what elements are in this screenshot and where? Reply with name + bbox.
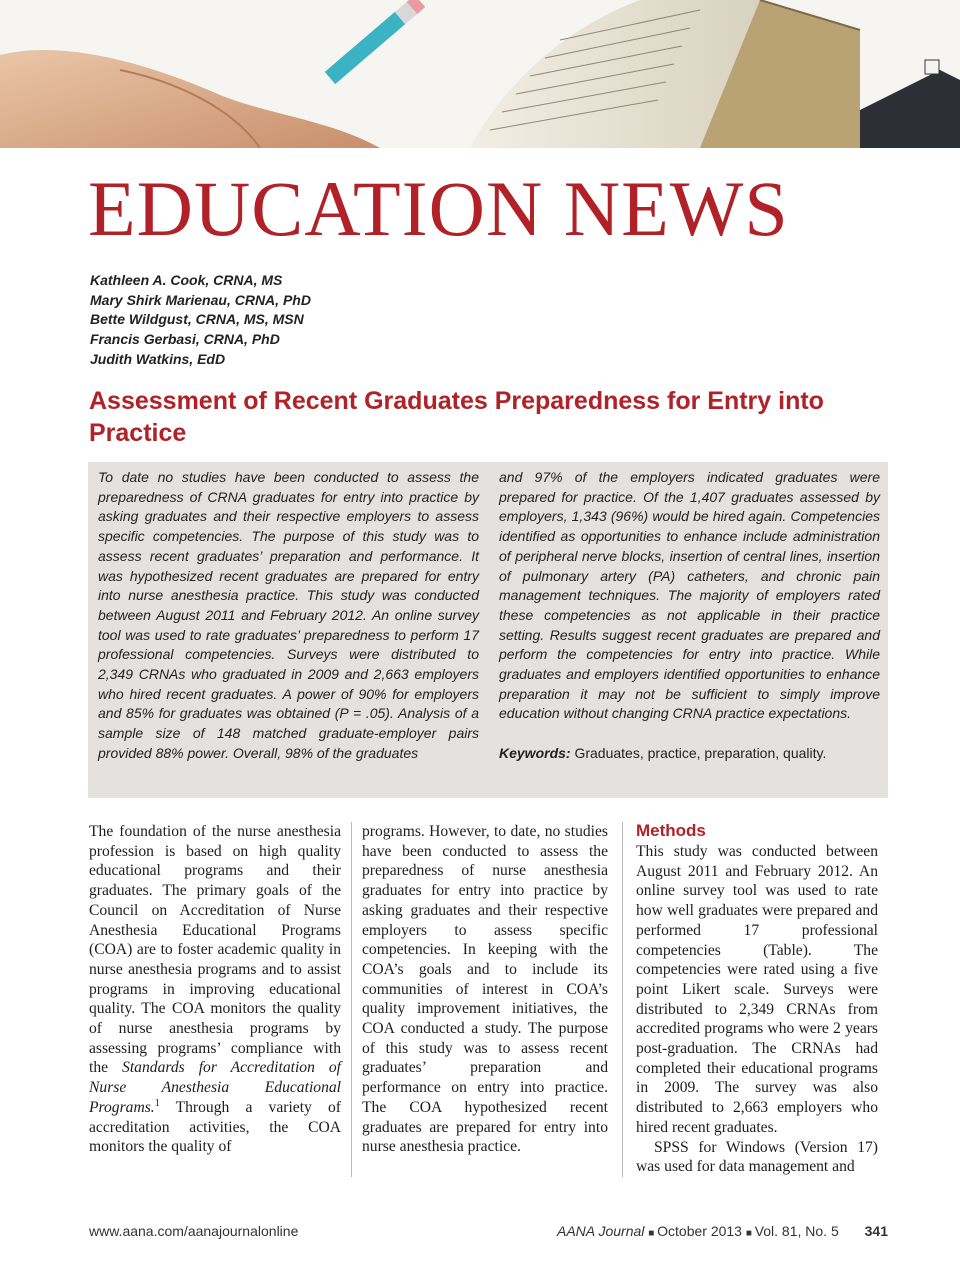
header-illustration	[0, 0, 960, 148]
abstract-box	[88, 462, 888, 798]
author: Judith Watkins, EdD	[90, 350, 226, 367]
page-number: 341	[864, 1223, 888, 1239]
body-text: The foundation of the nurse anesthesia profession is based on high quality educational programs and their graduates. The primary goals of the Council on Accreditation of Nurse Anesthesia Educational Programs (COA) are to foster academic quality in nurse anesthesia programs and to assist programs in improving educational quality. The COA monitors the quality of nurse anesthesia programs by assessing programs’ compliance with the	[89, 823, 341, 1077]
abstract-left-column: To date no studies have been conducted to assess the preparedness of CRNA graduates for entry into practice by asking graduates and their respective employers to assess specific competencies. The purpose of this study was to assess recent graduates’ preparation and performance. It was hypothesized recent graduates are prepared for entry into nurse anesthesia practice. This study was conducted between August 2011 and February 2012. An online survey tool was used to rate graduates’ preparedness to perform 17 professional competencies. Surveys were distributed to 2,349 CRNAs who graduated in 2009 and 2,663 employers who hired recent graduates. A power of 90% for employers and 85% for graduates was obtained (P = .05). Analysis of a sample size of 148 matched graduate-employer pairs provided 88% power. Overall, 98% of the graduates	[98, 469, 479, 761]
article-title: Assessment of Recent Graduates Preparedness for Entry into Practice	[89, 387, 824, 447]
body-column-1	[89, 822, 341, 1157]
keywords	[499, 744, 880, 764]
abstract-right-text: and 97% of the employers indicated graduates were prepared for practice. Of the 1,407 graduates assessed by employers, 1,343 (96%) would be hired again. Competencies identified as opportunities to enhance include administration of peripheral nerve blocks, insertion of central lines, insertion of pulmonary artery (PA) catheters, and chronic pain management techniques. The majority of employers rated these competencies as not applicable in their practice setting. Results suggest recent graduates are prepared and perform the competencies for entry into practice. While graduates and employers identified opportunities to enhance preparation it may not be sufficient to simply improve education without changing CRNA practice expectations.	[499, 469, 880, 722]
body-column-3	[636, 822, 878, 1177]
bullet-icon: ■	[745, 1228, 755, 1239]
keywords-label: Keywords:	[499, 745, 571, 762]
author: Kathleen A. Cook, CRNA, MS	[90, 272, 283, 288]
author: Mary Shirk Marienau, CRNA, PhD	[90, 291, 311, 308]
body-text: Through a variety of accreditation activities, the COA monitors the quality of	[89, 1098, 341, 1156]
standards-citation: Standards for Accreditation of Nurse Anesthesia Educational Programs.	[89, 1059, 341, 1116]
author: Bette Wildgust, CRNA, MS, MSN	[90, 311, 304, 328]
methods-heading: Methods	[636, 821, 706, 840]
header-photo	[0, 0, 960, 148]
methods-text: This study was conducted between August 2011 and February 2012. An online survey tool was used to rate how well graduates were prepared and performed 17 professional competencies (Table). The competencies were rated using a five point Likert scale. Surveys were distributed to 2,349 CRNAs from accredited programs who were 2 years post-graduation. The CRNAs had completed their educational programs in 2009. The survey was also distributed to 2,663 employers who hired recent graduates.	[636, 843, 878, 1136]
footer-citation	[557, 1223, 888, 1239]
body-column-2: programs. However, to date, no studies have been conducted to assess the preparedness of nurse anesthesia graduates for entry into practice by asking graduates and their respective employers to assess specific competencies. In keeping with the COA’s goals and to include its communities of interest in COA’s quality improvement initiatives, the COA conducted a study. The purpose of this study was to assess recent graduates’ preparation and performance on entry into practice. The COA hypothesized recent graduates are prepared for entry into nurse anesthesia practice.	[362, 823, 608, 1156]
bullet-icon: ■	[648, 1228, 658, 1239]
issue-date: October 2013	[657, 1223, 742, 1239]
footer-url: www.aana.com/aanajournalonline	[89, 1223, 299, 1239]
author: Francis Gerbasi, CRNA, PhD	[90, 331, 280, 348]
column-divider	[351, 822, 352, 1177]
reference-marker: 1	[154, 1097, 160, 1109]
journal-name: AANA Journal	[556, 1223, 645, 1239]
volume: Vol. 81, No. 5	[754, 1223, 839, 1239]
abstract-right-column	[499, 468, 880, 764]
methods-text: SPSS for Windows (Version 17) was used for data management and	[636, 1138, 878, 1176]
author-list	[90, 271, 311, 370]
column-divider	[622, 822, 623, 1177]
section-title: EDUCATION NEWS	[88, 165, 789, 252]
keywords-value: Graduates, practice, preparation, quality.	[574, 745, 827, 762]
